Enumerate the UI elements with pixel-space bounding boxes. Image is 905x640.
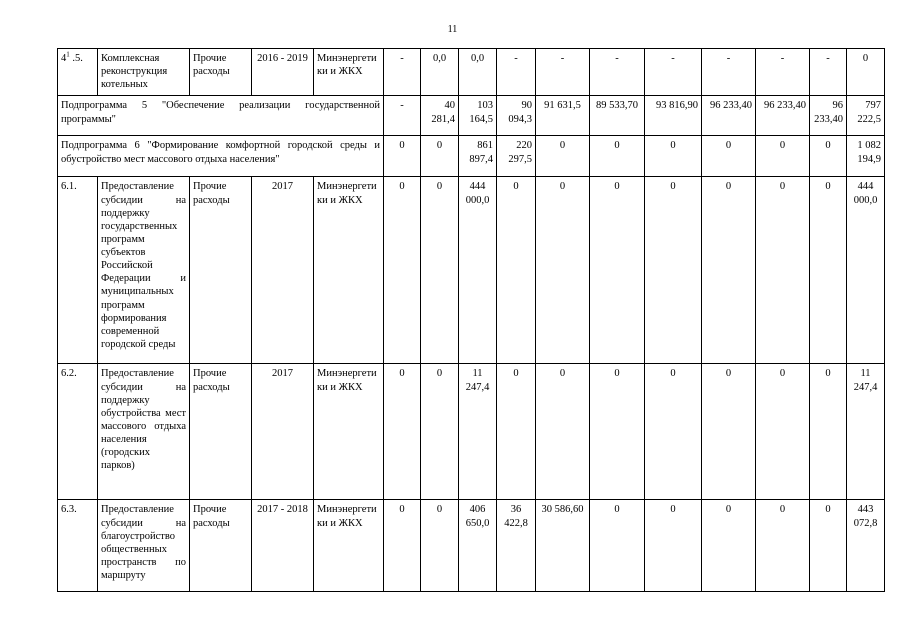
measure-name: Предоставление субсидии на поддержку обустройства мест массового отдыха населения (городских парков) [98,364,190,500]
value-cell: 0 [421,136,459,177]
value-cell: 220 297,5 [497,136,536,177]
value-cell: 0 [645,136,702,177]
value-cell: 0 [810,177,847,364]
table-row [58,364,885,500]
value-cell: 0,0 [421,49,459,96]
value-cell: 797 222,5 [847,96,885,136]
value-cell: 0 [497,177,536,364]
value-cell: 0 [590,500,645,592]
value-cell: 1 082 194,9 [847,136,885,177]
executor: Минэнергетики и ЖКХ [314,500,384,592]
value-cell: 0 [847,49,885,96]
value-cell: 0 [384,136,421,177]
value-cell: 0 [590,364,645,500]
value-cell: 444 000,0 [847,177,885,364]
measure-name: Предоставление субсидии на поддержку государственных программ субъектов Российской Федерации и муниципальных программ формирования современной городской среды [98,177,190,364]
value-cell: 0 [810,136,847,177]
value-cell: 0 [756,364,810,500]
value-cell: 0 [384,500,421,592]
value-cell: 406 650,0 [459,500,497,592]
value-cell: 96 233,40 [702,96,756,136]
years: 2017 [252,364,314,500]
row-number: $4^1$ .5. [58,49,98,96]
executor: Минэнергетики и ЖКХ [314,49,384,96]
value-cell: 0 [497,364,536,500]
value-cell: - [384,96,421,136]
value-cell: 0 [645,364,702,500]
table-row [58,49,885,96]
cost-type: Прочие расходы [190,364,252,500]
value-cell: 444 000,0 [459,177,497,364]
value-cell: 0 [702,364,756,500]
value-cell: - [590,49,645,96]
subprogram-title: Подпрограмма 6 "Формирование комфортной городской среды и обустройство мест массового отдыха населения" [58,136,384,177]
value-cell: 0 [590,136,645,177]
value-cell: 0 [645,500,702,592]
value-cell: 36 422,8 [497,500,536,592]
budget-table [57,48,885,592]
table-row [58,500,885,592]
table-row [58,96,885,136]
value-cell: 0 [421,177,459,364]
value-cell: - [384,49,421,96]
table-row [58,177,885,364]
value-cell: 40 281,4 [421,96,459,136]
value-cell: 0 [536,177,590,364]
value-cell: 0 [421,500,459,592]
value-cell: 11 247,4 [847,364,885,500]
value-cell: 0 [645,177,702,364]
value-cell: 93 816,90 [645,96,702,136]
value-cell: 0 [384,364,421,500]
executor: Минэнергетики и ЖКХ [314,364,384,500]
years: 2017 - 2018 [252,500,314,592]
value-cell: 0 [384,177,421,364]
value-cell: - [756,49,810,96]
page-number: 11 [447,24,458,35]
value-cell: 96 233,40 [810,96,847,136]
value-cell: 89 533,70 [590,96,645,136]
value-cell: 0 [756,177,810,364]
value-cell: 443 072,8 [847,500,885,592]
row-number: 6.3. [58,500,98,592]
cost-type: Прочие расходы [190,49,252,96]
cost-type: Прочие расходы [190,177,252,364]
value-cell: - [645,49,702,96]
value-cell: 0 [536,364,590,500]
value-cell: 96 233,40 [756,96,810,136]
measure-name: Предоставление субсидии на благоустройство общественных пространств по маршруту [98,500,190,592]
value-cell: 0 [590,177,645,364]
value-cell: 861 897,4 [459,136,497,177]
value-cell: - [810,49,847,96]
value-cell: 0 [702,136,756,177]
value-cell: 91 631,5 [536,96,590,136]
measure-name: Комплексная реконструкция котельных [98,49,190,96]
value-cell: 0,0 [459,49,497,96]
value-cell: 0 [810,500,847,592]
row-number: 6.2. [58,364,98,500]
years: 2017 [252,177,314,364]
value-cell: - [497,49,536,96]
table-row [58,136,885,177]
value-cell: - [702,49,756,96]
value-cell: 11 247,4 [459,364,497,500]
subprogram-title: Подпрограмма 5 "Обеспечение реализации государственной программы" [58,96,384,136]
value-cell: 30 586,60 [536,500,590,592]
value-cell: 0 [421,364,459,500]
value-cell: 0 [810,364,847,500]
value-cell: 0 [756,500,810,592]
value-cell: 90 094,3 [497,96,536,136]
years: 2016 - 2019 [252,49,314,96]
value-cell: 0 [756,136,810,177]
value-cell: - [536,49,590,96]
cost-type: Прочие расходы [190,500,252,592]
value-cell: 0 [702,177,756,364]
value-cell: 0 [536,136,590,177]
row-number: 6.1. [58,177,98,364]
value-cell: 103 164,5 [459,96,497,136]
executor: Минэнергетики и ЖКХ [314,177,384,364]
value-cell: 0 [702,500,756,592]
